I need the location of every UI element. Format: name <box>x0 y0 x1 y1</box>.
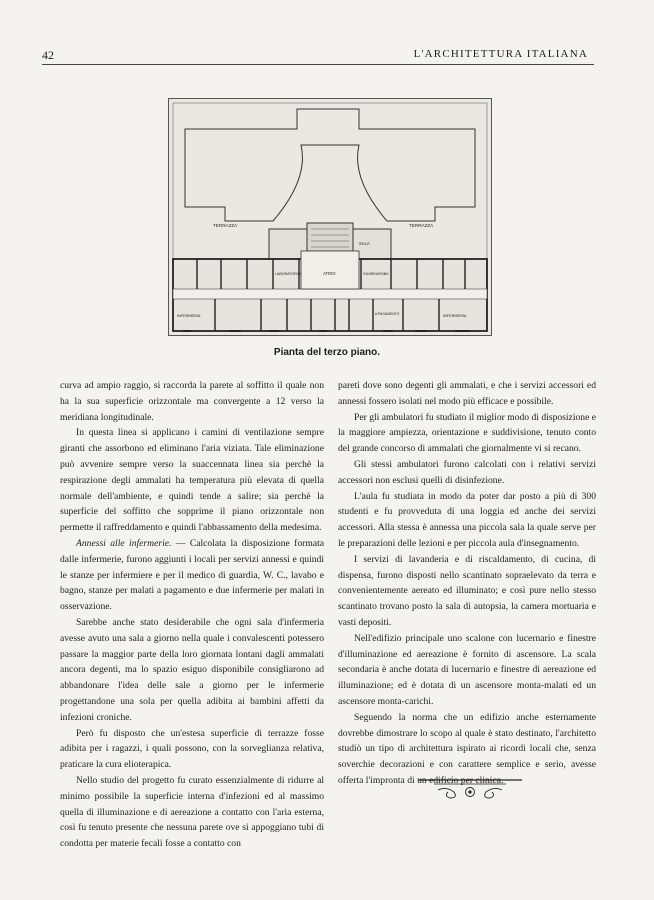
paragraph: Sarebbe anche stato desiderabile che ogni sala d'infermeria avesse avuto una sala a giorno nella quale i convalescenti potessero passare la maggior parte della loro giornata lontani dagli ammalati ancora degenti, ma lo spazio esiguo disponibile consigliarono ad abbandonare l'idea delle sale a giorno per le infermerie progettandone una sola per quella adibita ai bambini affetti da infezioni croniche. <box>60 616 324 723</box>
figure-caption: Pianta del terzo piano. <box>273 347 381 358</box>
label-terrace-left: TERRAZZA <box>213 223 238 228</box>
paragraph: Seguendo la norma che un edifizio anche esternamente dovrebbe dimostrare lo scopo al quale è stato destinato, l'architetto studiò un tipo di architettura ispirato ai ricordi locali che, senza soverchie decorazioni e con carattere semplice e serio, avesse offerta l'impronta di un edificio per clinica. <box>338 711 596 786</box>
paragraph: Nello studio del progetto fu curato essenzialmente di ridurre al minimo possibile la superficie interna d'infezioni ed al massimo quella di illuminazione e di aereazione a contatto con l'aria esterna, così fu tenuto presente che nessuna parete ove si appoggiano tubi di condotta per materie fecali fosse a contatto con <box>60 774 324 850</box>
label-terrace-right: TERRAZZA <box>409 223 434 228</box>
floor-plan <box>168 98 492 336</box>
paragraph: Nell'edifizio principale uno scalone con lucernario e finestre d'illuminazione ed aereazione è fornito di ascensore. La scala secondaria è anche dotata di lucernario e finestre di aereazione ed illuminazione; ed è dotata di un ascensore monta-malati ed un ascensore monta-carichi. <box>338 632 596 707</box>
paragraph: In questa linea si applicano i camini di ventilazione sempre giranti che assorbono ed eliminano l'aria viziata. Tale eliminazione può avvenire sempre verso la suaccennata linea sia perchè la respirazione degli ammalati ha temperatura più elevata di quella normale dell'ambiente, e quindi tende a salire; sia perchè la superficie del soffitto che sopprime il piano orizzontale non permette il raffreddamento e quindi l'abbassamento della medesima. <box>60 427 324 534</box>
paragraph-annessi <box>60 536 324 615</box>
label-laboratory: LABORATORIO <box>275 272 301 276</box>
paragraph: Però fu disposto che un'estesa superficie di terrazze fosse adibita per i ragazzi, i quali possono, con la sorveglianza relativa, praticare la cura elioterapica. <box>60 727 324 771</box>
journal-title: L'ARCHITETTURA ITALIANA <box>413 48 588 60</box>
floor-plan-drawing <box>169 99 491 335</box>
label-hall: ATRIO <box>323 271 336 276</box>
paragraph: L'aula fu studiata in modo da poter dar posto a più di 300 studenti e fu provveduta di una loggia ed anche dei servizi accessori. Alla stessa è annessa una piccola sala la quale serve per le preparazioni delle lezioni e per piccola aula d'insegnamento. <box>338 490 596 549</box>
page-number: 42 <box>42 48 54 62</box>
ornament-icon <box>416 776 524 802</box>
paragraph: pareti dove sono degenti gli ammalati, e che i servizi accessori ed annessi fossero isolati nel modo più efficace e possibile. <box>338 380 596 407</box>
atrium <box>301 251 359 289</box>
left-column <box>60 378 324 852</box>
paragraph: Gli stessi ambulatori furono calcolati con i relativi servizi accessori non esclusi quelli di disinfezione. <box>338 458 596 486</box>
paragraph: curva ad ampio raggio, si raccorda la parete al soffitto il quale non ha la sua superficie orizzontale ma convergente a 12 verso la meridiana longitudinale. <box>60 380 324 423</box>
label-ward-right: INFERMERIA <box>443 314 467 318</box>
paragraph: Per gli ambulatori fu studiato il miglior modo di disposizione e la maggiore ampiezza, orientazione e suddivisione, tenuto conto del grande concorso di ammalati che giornalmente vi si recano. <box>338 411 596 455</box>
label-service: GUARDAROBA <box>363 272 389 276</box>
section-body: — Calcolata la disposizione formata dalle infermerie, furono aggiunti i locali per servizi annessi e quindi le stanze per infermiere e per il medico di guardia, W. C., lavabo e bagno, stanze per malati a pagamento e due infermerie per malati in osservazione. <box>60 537 325 613</box>
terrace-outline <box>185 109 475 221</box>
label-ward-left: INFERMERIA <box>177 314 201 318</box>
label-payment: A PAGAMENTO <box>375 312 400 316</box>
paragraph: I servizi di lavanderia e di riscaldamento, di cucina, di dispensa, furono disposti nello scantinato sopraelevato da terra e convenientemente aereato ed illuminato; e così pure nello stesso scantinato trovano posto la sala di autopsia, la camera mortuaria e vasti depositi. <box>338 553 596 628</box>
header-rule <box>42 64 594 65</box>
right-column <box>338 378 596 789</box>
label-sitting: SALA <box>359 241 370 246</box>
section-heading: Annessi alle infermerie. <box>76 537 172 549</box>
corridor <box>173 289 487 299</box>
